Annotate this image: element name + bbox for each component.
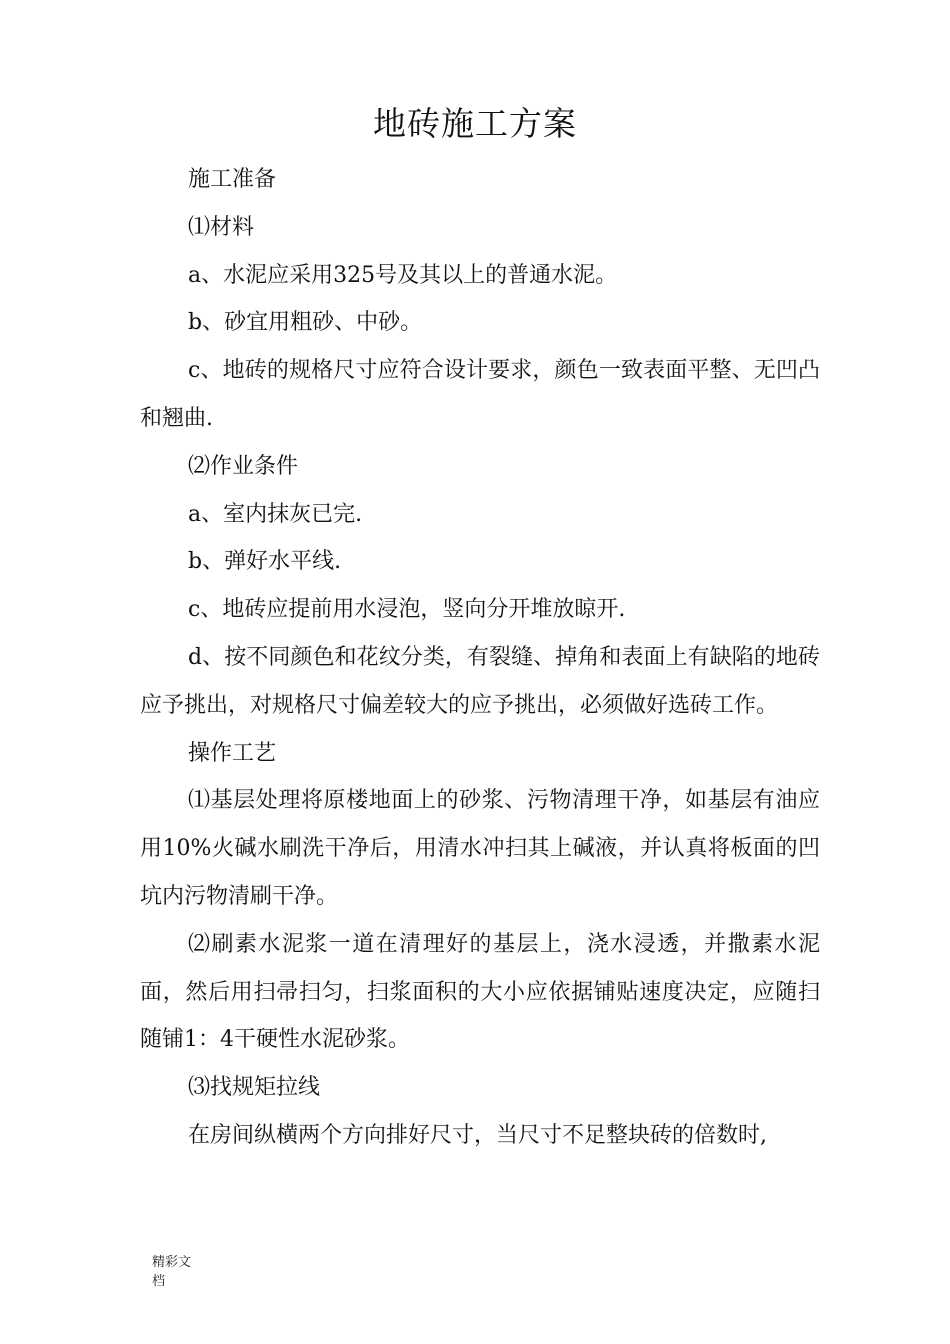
paragraph: b、弹好水平线. <box>188 549 342 575</box>
paragraph: a、室内抹灰已完. <box>188 501 363 527</box>
footer-line: 档 <box>152 1274 166 1289</box>
document-title: 地砖施工方案 <box>373 104 577 143</box>
paragraph: a、水泥应采用325号及其以上的普通水泥。 <box>188 262 618 288</box>
paragraph: ⑴基层处理将原楼地面上的砂浆、污物清理干净，如基层有油应用10%火碱水刷洗干净后，用清水冲扫其上碱液，并认真将板面的凹坑内污物清刷干净。 <box>140 788 820 909</box>
paragraph: ⑶找规矩拉线 <box>188 1075 321 1101</box>
paragraph: 施工准备 <box>188 167 277 192</box>
paragraph: c、地砖应提前用水浸泡，竖向分开堆放晾开. <box>188 597 626 623</box>
paragraph: b、砂宜用粗砂、中砂。 <box>188 310 423 336</box>
paragraph: 在房间纵横两个方向排好尺寸，当尺寸不足整块砖的倍数时, <box>188 1122 767 1148</box>
paragraph: ⑵刷素水泥浆一道在清理好的基层上，浇水浸透，并撒素水泥面，然后用扫帚扫匀，扫浆面积的大小应依据铺贴速度决定，应随扫随铺1：4干硬性水泥砂浆。 <box>140 931 820 1053</box>
paragraph: d、按不同颜色和花纹分类，有裂缝、掉角和表面上有缺陷的地砖应予挑出，对规格尺寸偏差较大的应予挑出，必须做好选砖工作。 <box>140 644 820 718</box>
document-body <box>140 156 820 1160</box>
paragraph: 操作工艺 <box>188 740 277 766</box>
page-footer <box>152 1253 212 1291</box>
paragraph: c、地砖的规格尺寸应符合设计要求，颜色一致表面平整、无凹凸和翘曲. <box>140 358 820 431</box>
footer-line: 精彩文 <box>152 1255 192 1270</box>
paragraph: ⑴材料 <box>188 214 255 240</box>
paragraph: ⑵作业条件 <box>188 453 299 479</box>
